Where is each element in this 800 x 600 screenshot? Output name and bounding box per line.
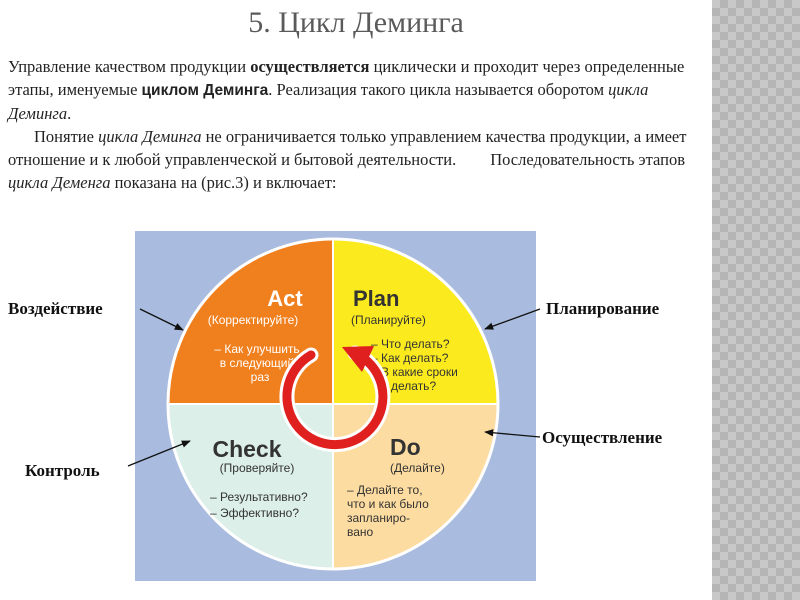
p1-text-4: . — [67, 104, 72, 123]
do-line-1: – Делайте то, — [347, 483, 423, 497]
check-line-1: – Результативно? — [210, 490, 308, 504]
slide-title: 5. Цикл Деминга — [248, 6, 464, 39]
check-heading: Check — [212, 436, 282, 462]
check-line-2: – Эффективно? — [210, 506, 299, 520]
callout-do: Осуществление — [542, 428, 663, 447]
p2-italic-2: цикла Деменга — [8, 173, 111, 192]
do-line-3: запланиро- — [347, 511, 411, 525]
act-heading: Act — [267, 286, 303, 311]
do-line-4: вано — [347, 525, 374, 539]
p1-text-3: . Реализация такого цикла называется оборотом — [268, 80, 609, 99]
act-line-1: – Как улучшить — [214, 342, 300, 356]
p2-text-2: не ограничивается только управлением качества продукции, а имеет отношение и к любой управленческой и бытовой деятельности. — [8, 127, 687, 169]
callout-plan: Планирование — [546, 299, 660, 318]
check-pointer-arrow-icon — [128, 441, 190, 466]
plan-line-2: – Как делать? — [371, 351, 449, 365]
do-heading: Do — [390, 434, 421, 460]
do-line-2: что и как было — [347, 497, 429, 511]
do-pointer-arrow-icon — [485, 432, 540, 437]
plan-heading: Plan — [353, 286, 400, 311]
p1-italic-1: цикла Деминга — [8, 80, 649, 123]
p1-bold-2: циклом Деминга — [141, 82, 269, 99]
act-line-2: в следующий — [219, 356, 295, 370]
plan-subheading: (Планируйте) — [351, 313, 426, 327]
p1-bold-1: осуществляется — [250, 57, 370, 76]
p2-text-3: Последовательность этапов — [490, 150, 686, 169]
plan-line-1: – Что делать? — [371, 337, 450, 351]
act-line-3: раз — [250, 370, 270, 384]
act-subheading: (Корректируйте) — [207, 313, 299, 327]
callout-check: Контроль — [25, 461, 100, 480]
p2-italic-1: цикла Деминга — [98, 127, 202, 146]
plan-pointer-arrow-icon — [485, 309, 540, 329]
plan-line-4: делать? — [391, 379, 437, 393]
decorative-side-strip — [712, 0, 800, 600]
do-subheading: (Делайте) — [390, 461, 445, 475]
plan-line-3: – В какие сроки — [371, 365, 458, 379]
p1-text-2: циклически и проходит через определенные этапы, именуемые — [8, 57, 685, 99]
act-pointer-arrow-icon — [140, 309, 183, 330]
p2-text-1: Понятие — [34, 127, 99, 146]
check-subheading: (Проверяйте) — [219, 461, 295, 475]
callout-act: Воздействие — [8, 299, 103, 318]
p2-text-4: показана на (рис.3) и включает: — [110, 173, 337, 192]
p1-text-1: Управление качеством продукции — [8, 57, 251, 76]
